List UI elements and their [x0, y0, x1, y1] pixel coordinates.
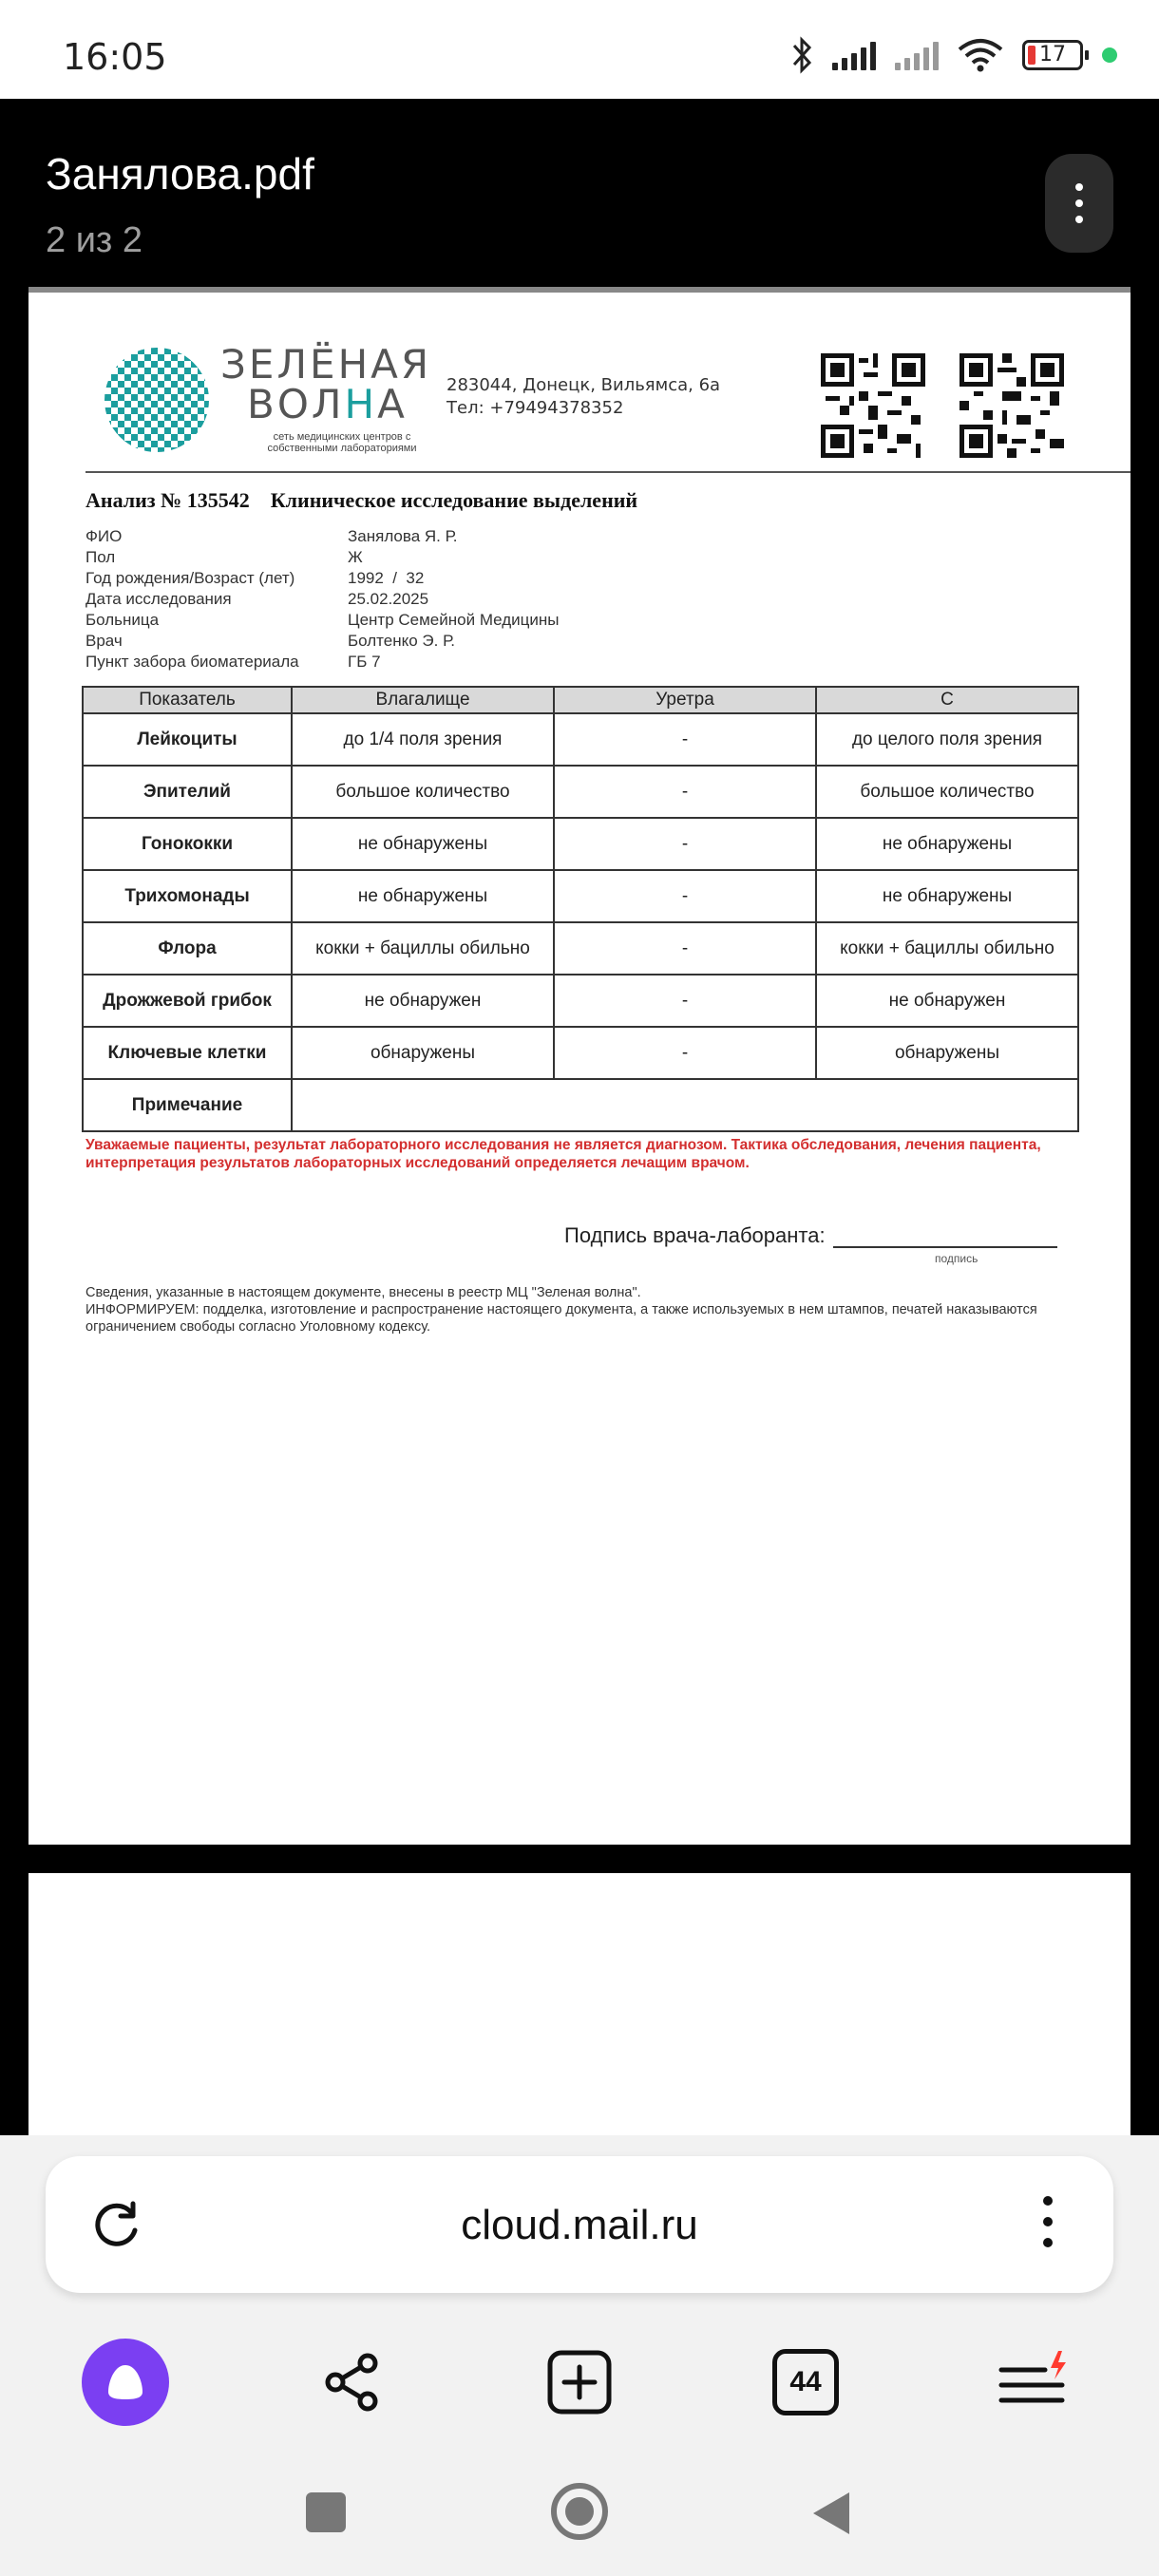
table-cell: не обнаружены — [816, 870, 1078, 922]
table-cell: - — [554, 870, 816, 922]
privacy-indicator-dot — [1102, 47, 1117, 63]
page-indicator: 2 из 2 — [46, 220, 143, 260]
note-label: Примечание — [83, 1079, 292, 1131]
status-bar — [0, 0, 1159, 99]
table-header-row — [83, 687, 1078, 713]
table-cell: Дрожжевой грибок — [83, 975, 292, 1027]
tabs-button[interactable] — [762, 2339, 849, 2426]
signature-caption: подпись — [935, 1252, 978, 1265]
field-value: Занялова Я. Р. — [348, 527, 458, 545]
file-title: Занялова.pdf — [46, 149, 314, 199]
footer-line: Сведения, указанные в настоящем документе, внесены в реестр МЦ "Зеленая волна". — [86, 1285, 641, 1300]
table-cell: Ключевые клетки — [83, 1027, 292, 1079]
table-cell: - — [554, 818, 816, 870]
browser-menu-button[interactable] — [990, 2339, 1077, 2426]
clinic-logo — [104, 342, 446, 456]
column-header: С — [816, 687, 1078, 713]
logo-tagline: сеть медицинских центров с собственными лабораториями — [267, 431, 417, 454]
table-cell: не обнаружен — [292, 975, 554, 1027]
table-cell: не обнаружены — [816, 818, 1078, 870]
field-value: Ж — [348, 548, 363, 566]
table-cell: до 1/4 поля зрения — [292, 713, 554, 766]
table-row — [83, 870, 1078, 922]
home-dot — [565, 2497, 594, 2526]
analysis-title: Клиническое исследование выделений — [270, 488, 638, 512]
tabs-icon — [772, 2349, 839, 2415]
pdf-page-next — [28, 1873, 1130, 2135]
logo-part: ВОЛ — [247, 381, 345, 427]
table-cell: - — [554, 1027, 816, 1079]
field-value: 1992 / 32 — [348, 569, 425, 587]
field-label: Врач — [86, 632, 123, 650]
alice-assistant-button[interactable] — [82, 2339, 169, 2426]
battery-level: 17 — [1039, 43, 1066, 66]
recents-nav-button[interactable] — [306, 2492, 346, 2532]
logo-name-line2 — [247, 381, 408, 427]
analysis-heading — [86, 488, 637, 513]
url-text[interactable]: cloud.mail.ru — [461, 2202, 698, 2248]
logo-globe-icon — [104, 348, 209, 452]
field-value: Болтенко Э. Р. — [348, 632, 455, 650]
clinic-address: 283044, Донецк, Вильямса, 6а — [446, 375, 721, 395]
address-bar[interactable] — [46, 2156, 1113, 2293]
patient-fields — [86, 526, 560, 672]
qr-code-2 — [960, 353, 1064, 458]
dot — [1075, 216, 1083, 223]
table-cell: кокки + бациллы обильно — [816, 922, 1078, 975]
table-row — [83, 975, 1078, 1027]
table-row — [83, 766, 1078, 818]
field-value: 25.02.2025 — [348, 590, 429, 608]
field-label: Год рождения/Возраст (лет) — [86, 569, 295, 587]
dot — [1043, 2217, 1053, 2226]
status-time: 16:05 — [63, 36, 167, 78]
table-cell: кокки + бациллы обильно — [292, 922, 554, 975]
signature-line — [833, 1229, 1057, 1248]
document-footer — [86, 1284, 1074, 1335]
note-value — [292, 1079, 1078, 1131]
field-row — [86, 547, 560, 568]
qr-code-1 — [821, 353, 925, 458]
footer-line: ИНФОРМИРУЕМ: подделка, изготовление и распространение настоящего документа, а также используемых в нем штампов, печатей наказываются ограничением свободы согласно Уголовному кодексу. — [86, 1302, 1037, 1335]
table-cell: Флора — [83, 922, 292, 975]
table-cell: не обнаружены — [292, 870, 554, 922]
status-icons — [790, 34, 1117, 76]
dot — [1043, 2196, 1053, 2206]
field-value: Центр Семейной Медицины — [348, 611, 560, 629]
signal-icon — [832, 40, 876, 70]
back-nav-button[interactable] — [808, 2489, 855, 2538]
more-vertical-icon — [1075, 183, 1083, 191]
table-cell: большое количество — [816, 766, 1078, 818]
battery-icon — [1022, 40, 1083, 70]
table-row — [83, 1027, 1078, 1079]
alice-icon — [104, 2361, 146, 2403]
pdf-viewer-header — [0, 99, 1159, 289]
field-label: ФИО — [86, 527, 123, 545]
table-cell: Трихомонады — [83, 870, 292, 922]
table-cell: - — [554, 713, 816, 766]
wifi-icon — [958, 38, 1003, 72]
table-cell: - — [554, 922, 816, 975]
field-row — [86, 631, 560, 652]
signature-block — [564, 1223, 1057, 1248]
table-cell: - — [554, 766, 816, 818]
share-button[interactable] — [308, 2339, 395, 2426]
table-cell: не обнаружены — [292, 818, 554, 870]
table-cell: обнаружены — [816, 1027, 1078, 1079]
new-tab-icon — [545, 2348, 614, 2416]
new-tab-button[interactable] — [536, 2339, 623, 2426]
header-divider — [86, 471, 1130, 473]
table-cell: Гонококки — [83, 818, 292, 870]
table-row-note — [83, 1079, 1078, 1131]
dot — [1075, 199, 1083, 207]
field-label: Пол — [86, 548, 116, 566]
field-label: Больница — [86, 611, 160, 629]
tabs-count: 44 — [789, 2366, 822, 2397]
pdf-page — [28, 287, 1130, 1845]
table-cell: до целого поля зрения — [816, 713, 1078, 766]
field-row — [86, 568, 560, 589]
signature-label: Подпись врача-лаборанта: — [564, 1223, 826, 1247]
home-nav-button[interactable] — [551, 2483, 608, 2540]
field-row — [86, 652, 560, 672]
field-value: ГБ 7 — [348, 653, 381, 671]
field-label: Пункт забора биоматериала — [86, 653, 299, 671]
results-table — [82, 686, 1079, 1132]
signal-icon-2 — [895, 40, 939, 70]
clinic-phone: Тел: +79494378352 — [446, 398, 624, 418]
table-row — [83, 713, 1078, 766]
logo-part-highlight: Н — [344, 381, 378, 427]
table-cell: Эпителий — [83, 766, 292, 818]
menu-icon — [996, 2349, 1072, 2415]
clinic-contacts — [446, 374, 720, 420]
field-row — [86, 610, 560, 631]
table-row — [83, 922, 1078, 975]
table-cell: - — [554, 975, 816, 1027]
column-header: Уретра — [554, 687, 816, 713]
column-header: Влагалище — [292, 687, 554, 713]
viewer-menu-button[interactable] — [1045, 154, 1113, 253]
table-cell: Лейкоциты — [83, 713, 292, 766]
field-row — [86, 589, 560, 610]
table-cell: не обнаружен — [816, 975, 1078, 1027]
disclaimer-warning: Уважаемые пациенты, результат лабораторного исследования не является диагнозом. Тактика обследования, лечения пациента, интерпретация результатов лабораторных исследований определяется лечащим врачом. — [86, 1137, 1041, 1171]
analysis-number: Анализ № 135542 — [86, 488, 250, 512]
field-label: Дата исследования — [86, 590, 232, 608]
logo-part: А — [377, 381, 408, 427]
table-row — [83, 818, 1078, 870]
table-cell: большое количество — [292, 766, 554, 818]
table-cell: обнаружены — [292, 1027, 554, 1079]
dot — [1043, 2238, 1053, 2247]
share-icon — [318, 2349, 385, 2415]
bluetooth-icon — [790, 36, 813, 74]
column-header: Показатель — [83, 687, 292, 713]
browser-bottom-panel — [0, 2135, 1159, 2576]
more-vertical-icon[interactable] — [1043, 2196, 1053, 2247]
logo-name-line1: ЗЕЛЁНАЯ — [220, 341, 432, 388]
field-row — [86, 526, 560, 547]
